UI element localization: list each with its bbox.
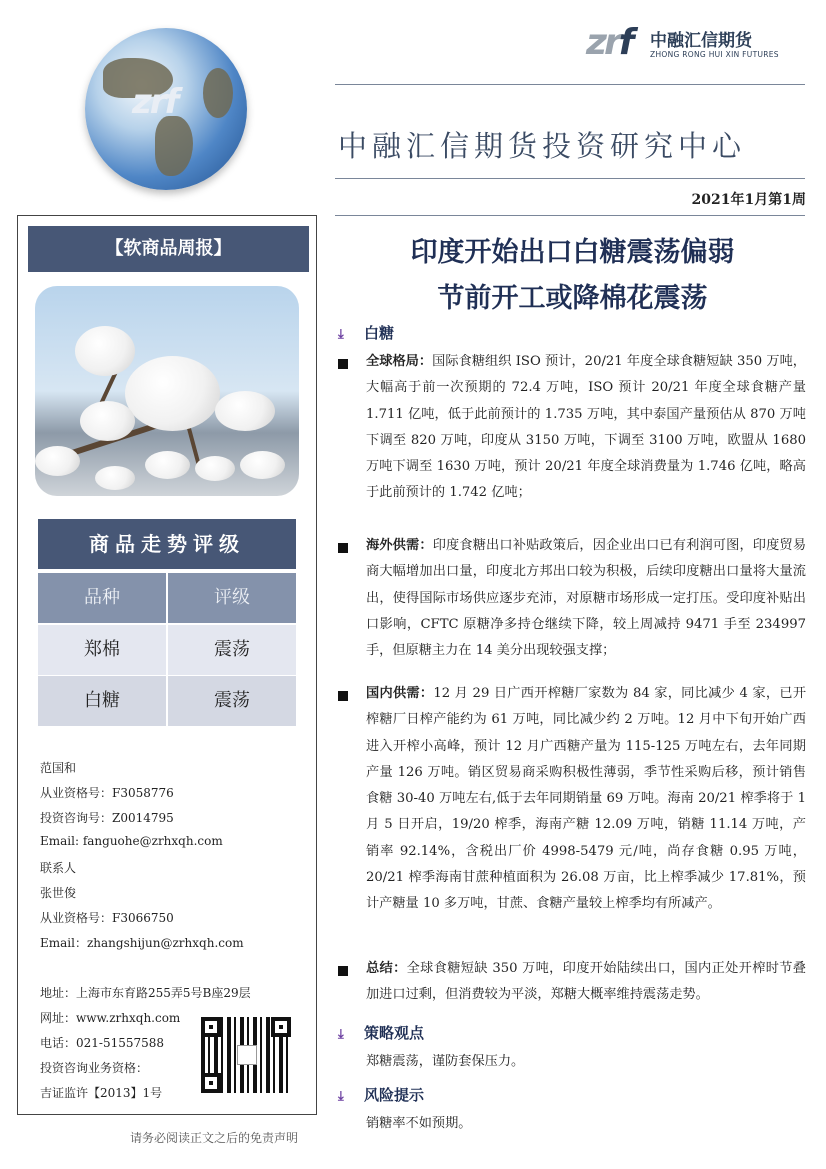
qr-center-logo-icon bbox=[237, 1045, 257, 1065]
square-bullet-icon bbox=[338, 966, 348, 976]
risk-text: 销糖率不如预期。 bbox=[366, 1116, 472, 1131]
cotton-photo bbox=[35, 286, 299, 496]
brand-mark-icon: zrf bbox=[586, 22, 632, 63]
paragraph-summary: 总结：全球食糖短缺 350 万吨，印度开始陆续出口，国内正处开榨时节叠加进口过剩，但消费较为平淡，郑糖大概率维持震荡走势。 bbox=[366, 961, 806, 1003]
globe-zrf-mark: zrf bbox=[132, 82, 178, 122]
arrow-down-icon: ⤓ bbox=[338, 1027, 344, 1042]
header-divider bbox=[335, 215, 805, 216]
strategy-text: 郑糖震荡，谨防套保压力。 bbox=[366, 1054, 525, 1069]
globe-logo-image bbox=[85, 28, 247, 190]
section-risk-heading: ⤓ 风险提示 bbox=[338, 1086, 425, 1104]
research-center-title: 中融汇信期货投资研究中心 bbox=[338, 129, 747, 163]
brand-name-cn: 中融汇信期货 bbox=[650, 31, 752, 51]
rating-table-title: 商品走势评级 bbox=[38, 519, 296, 569]
rating-cell-value: 震荡 bbox=[168, 676, 296, 726]
paragraph-global: 全球格局：国际食糖组织 ISO 预计，20/21 年度全球食糖短缺 350 万吨，大幅高于前一次预期的 72.4 万吨，ISO 预计 20/21 年度全球食糖产量 1.711 亿吨，低于此前预计的 1.735 万吨，其中泰国产量预估从 870 万吨下调至 820 万吨，印度从 3150 万吨，下调至 3100 万吨，欧盟从 1680 万吨下调至 1630 万吨，预计 20/21 年度全球消费量为 1.746 亿吨，略高于此前预计的 1.742 亿吨； bbox=[366, 354, 806, 501]
rating-header-rating: 评级 bbox=[168, 573, 296, 623]
contact-license: 从业资格号：F3066750 bbox=[40, 911, 174, 925]
brand-logo bbox=[586, 22, 786, 68]
square-bullet-icon bbox=[338, 691, 348, 701]
report-title-line1: 印度开始出口白糖震荡偏弱 bbox=[410, 237, 735, 268]
paragraph-overseas: 海外供需：印度食糖出口补贴政策后，因企业出口已有利润可图，印度贸易商大幅增加出口量，印度北方邦出口较为积极，后续印度糖出口量将大量流出，使得国际市场供应逐步充沛，对原糖市场形成一定打压。受印度补贴出口影响，CFTC 原糖净多持仓继续下降，较上周减持 9471 手至 234997 手，但原糖主力在 14 美分出现较强支撑； bbox=[366, 538, 807, 659]
company-qualification-label: 投资咨询业务资格： bbox=[40, 1061, 149, 1075]
contact-name: 张世俊 bbox=[40, 886, 77, 900]
analyst-email: Email: fanguohe@zrhxqh.com bbox=[40, 834, 223, 848]
paragraph-domestic: 国内供需：12 月 29 日广西开榨糖厂家数为 84 家，同比减少 4 家，已开榨糖厂日榨产能约为 61 万吨，同比减少约 2 万吨。12 月中下旬开始广西进入开榨小高峰，预计 12 月广西糖产量为 115-125 万吨左右，去年同期产量 126 万吨。销区贸易商采购积极性薄弱，季节性采购后移，预计销售食糖 30-40 万吨左右,低于去年同期销量 69 万吨。海南 20/21 榨季将于 1 月 5 日开启，19/20 榨季，海南产糖 12.09 万吨，销糖 11.14 万吨，产销率 92.14%，含税出厂价 4998-5479 元/吨，尚存食糖 0.95 万吨，20/21 榨季海南甘蔗种植面积为 26.08 万亩，比上榨季减少 17.81%，预计产糖量 10 多万吨，甘蔗、食糖产量较上榨季均有所减产。 bbox=[366, 686, 807, 912]
rating-cell-commodity: 白糖 bbox=[38, 676, 166, 726]
square-bullet-icon bbox=[338, 359, 348, 369]
report-date: 2021年1月第1周 bbox=[691, 192, 806, 208]
square-bullet-icon bbox=[338, 543, 348, 553]
header-divider bbox=[335, 84, 805, 85]
arrow-down-icon: ⤓ bbox=[338, 1089, 344, 1104]
company-website: 网址：www.zrhxqh.com bbox=[40, 1011, 181, 1025]
company-qualification-number: 吉证监许【2013】1号 bbox=[40, 1086, 163, 1100]
arrow-down-icon: ⤓ bbox=[338, 327, 344, 342]
analyst-license: 从业资格号：F3058776 bbox=[40, 786, 174, 800]
report-title-line2: 节前开工或降棉花震荡 bbox=[437, 283, 708, 314]
brand-name-en: ZHONG RONG HUI XIN FUTURES bbox=[650, 50, 779, 59]
analyst-name: 范国和 bbox=[40, 761, 77, 775]
disclaimer-note: 请务必阅读正文之后的免责声明 bbox=[130, 1131, 299, 1145]
rating-header-commodity: 品种 bbox=[38, 573, 166, 623]
report-type-banner: 【软商品周报】 bbox=[28, 226, 309, 272]
company-phone: 电话：021-51557588 bbox=[40, 1036, 165, 1050]
section-sugar-heading: ⤓ 白糖 bbox=[338, 324, 395, 342]
rating-cell-commodity: 郑棉 bbox=[38, 625, 166, 675]
section-strategy-heading: ⤓ 策略观点 bbox=[338, 1024, 425, 1042]
contact-label: 联系人 bbox=[40, 861, 77, 875]
company-address: 地址：上海市东育路255弄5号B座29层 bbox=[40, 986, 251, 1000]
rating-cell-value: 震荡 bbox=[168, 625, 296, 675]
analyst-consult-id: 投资咨询号：Z0014795 bbox=[40, 811, 174, 825]
qr-code-icon bbox=[201, 1017, 291, 1093]
contact-email: Email：zhangshijun@zrhxqh.com bbox=[40, 936, 244, 950]
header-divider bbox=[335, 178, 805, 179]
